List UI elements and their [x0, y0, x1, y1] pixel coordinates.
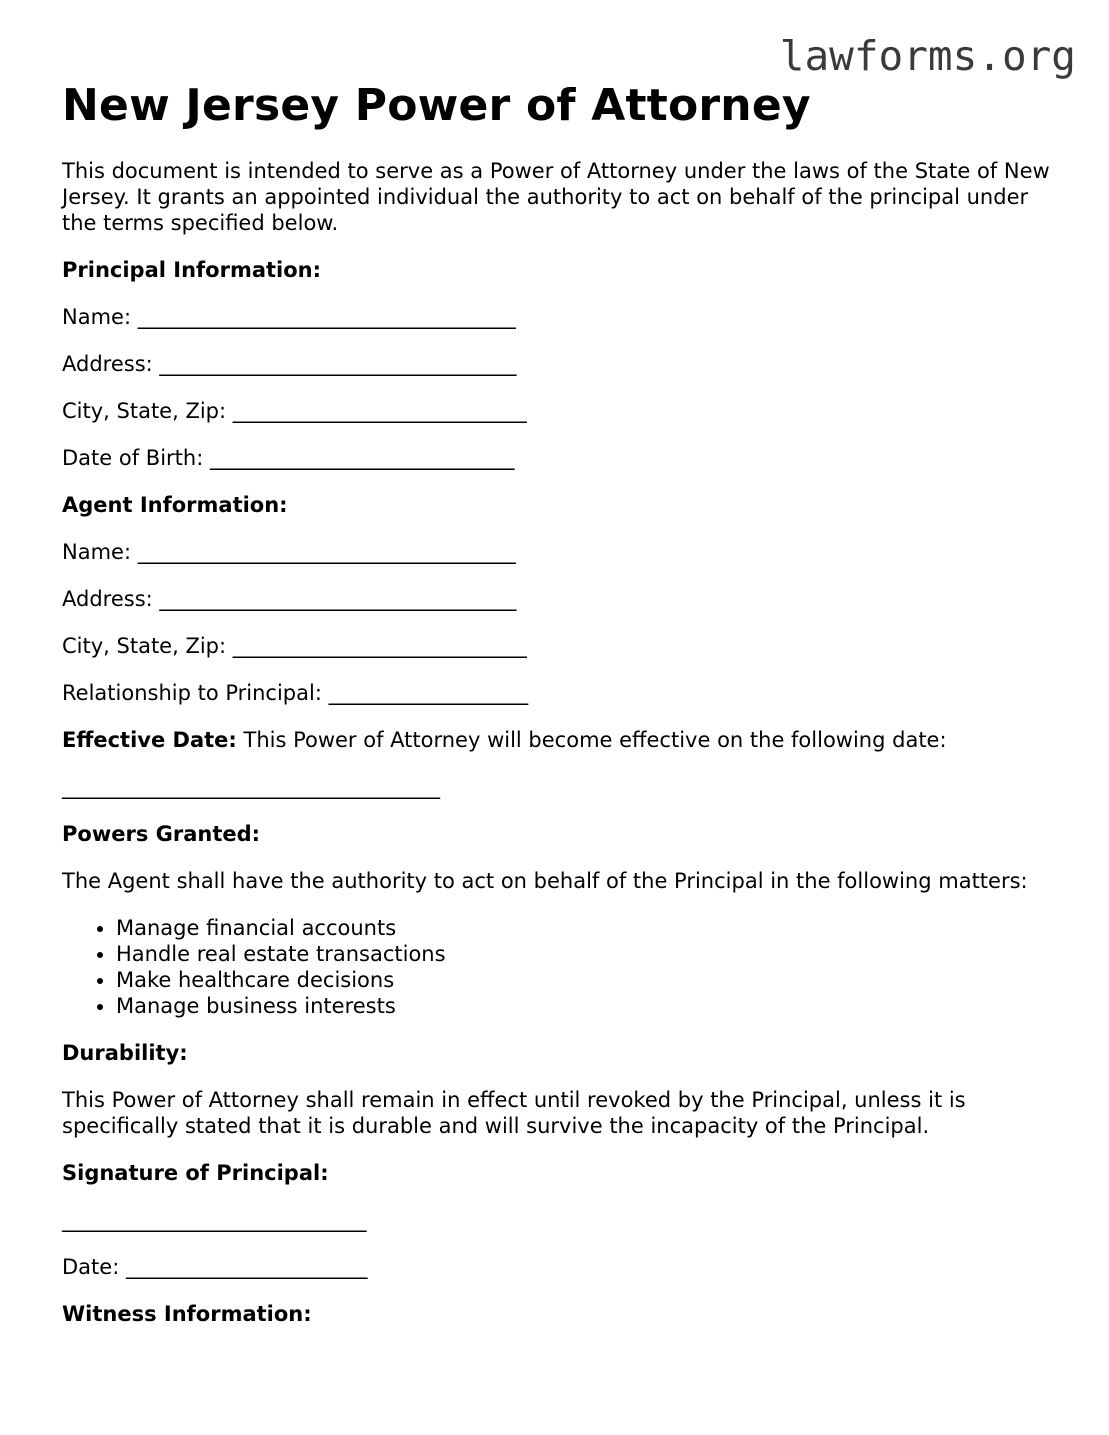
- principal-city-field: City, State, Zip: ____________________________: [62, 399, 527, 423]
- agent-city-field: City, State, Zip: ____________________________: [62, 634, 527, 658]
- effective-date-text: This Power of Attorney will become effective on the following date:: [236, 728, 947, 752]
- effective-date-paragraph: [62, 727, 1052, 753]
- principal-heading: Principal Information:: [62, 258, 322, 282]
- document-page: [62, 78, 1052, 1327]
- signature-date-field: Date: _______________________: [62, 1255, 368, 1279]
- effective-date-label: Effective Date:: [62, 728, 237, 752]
- signature-heading: Signature of Principal:: [62, 1161, 329, 1185]
- intro-paragraph: This document is intended to serve as a Power of Attorney under the laws of the State of New Jersey. It grants an appointed individual the authority to act on behalf of the principal under the terms specified below.: [62, 159, 1050, 235]
- powers-list: [62, 915, 1052, 1019]
- powers-heading: Powers Granted:: [62, 822, 261, 846]
- list-item: • Manage business interests: [116, 993, 1052, 1019]
- list-item: • Make healthcare decisions: [116, 967, 1052, 993]
- agent-address-field: Address: __________________________________: [62, 587, 517, 611]
- durability-heading: Durability:: [62, 1041, 188, 1065]
- powers-text: The Agent shall have the authority to act on behalf of the Principal in the following matters:: [62, 869, 1028, 893]
- agent-heading: Agent Information:: [62, 493, 288, 517]
- effective-date-blank: ____________________________________: [62, 775, 440, 799]
- watermark-logo: lawforms.org: [779, 32, 1076, 80]
- agent-relationship-field: Relationship to Principal: ___________________: [62, 681, 529, 705]
- page-title: New Jersey Power of Attorney: [62, 80, 811, 131]
- list-item: • Handle real estate transactions: [116, 941, 1052, 967]
- principal-address-field: Address: __________________________________: [62, 352, 517, 376]
- witness-heading: Witness Information:: [62, 1302, 312, 1326]
- durability-text: This Power of Attorney shall remain in effect until revoked by the Principal, unless it is specifically stated that it is durable and will survive the incapacity of the Principal.: [62, 1088, 966, 1138]
- principal-dob-field: Date of Birth: _____________________________: [62, 446, 515, 470]
- principal-name-field: Name: ____________________________________: [62, 305, 516, 329]
- signature-blank: _____________________________: [62, 1208, 367, 1232]
- agent-name-field: Name: ____________________________________: [62, 540, 516, 564]
- list-item: • Manage financial accounts: [116, 915, 1052, 941]
